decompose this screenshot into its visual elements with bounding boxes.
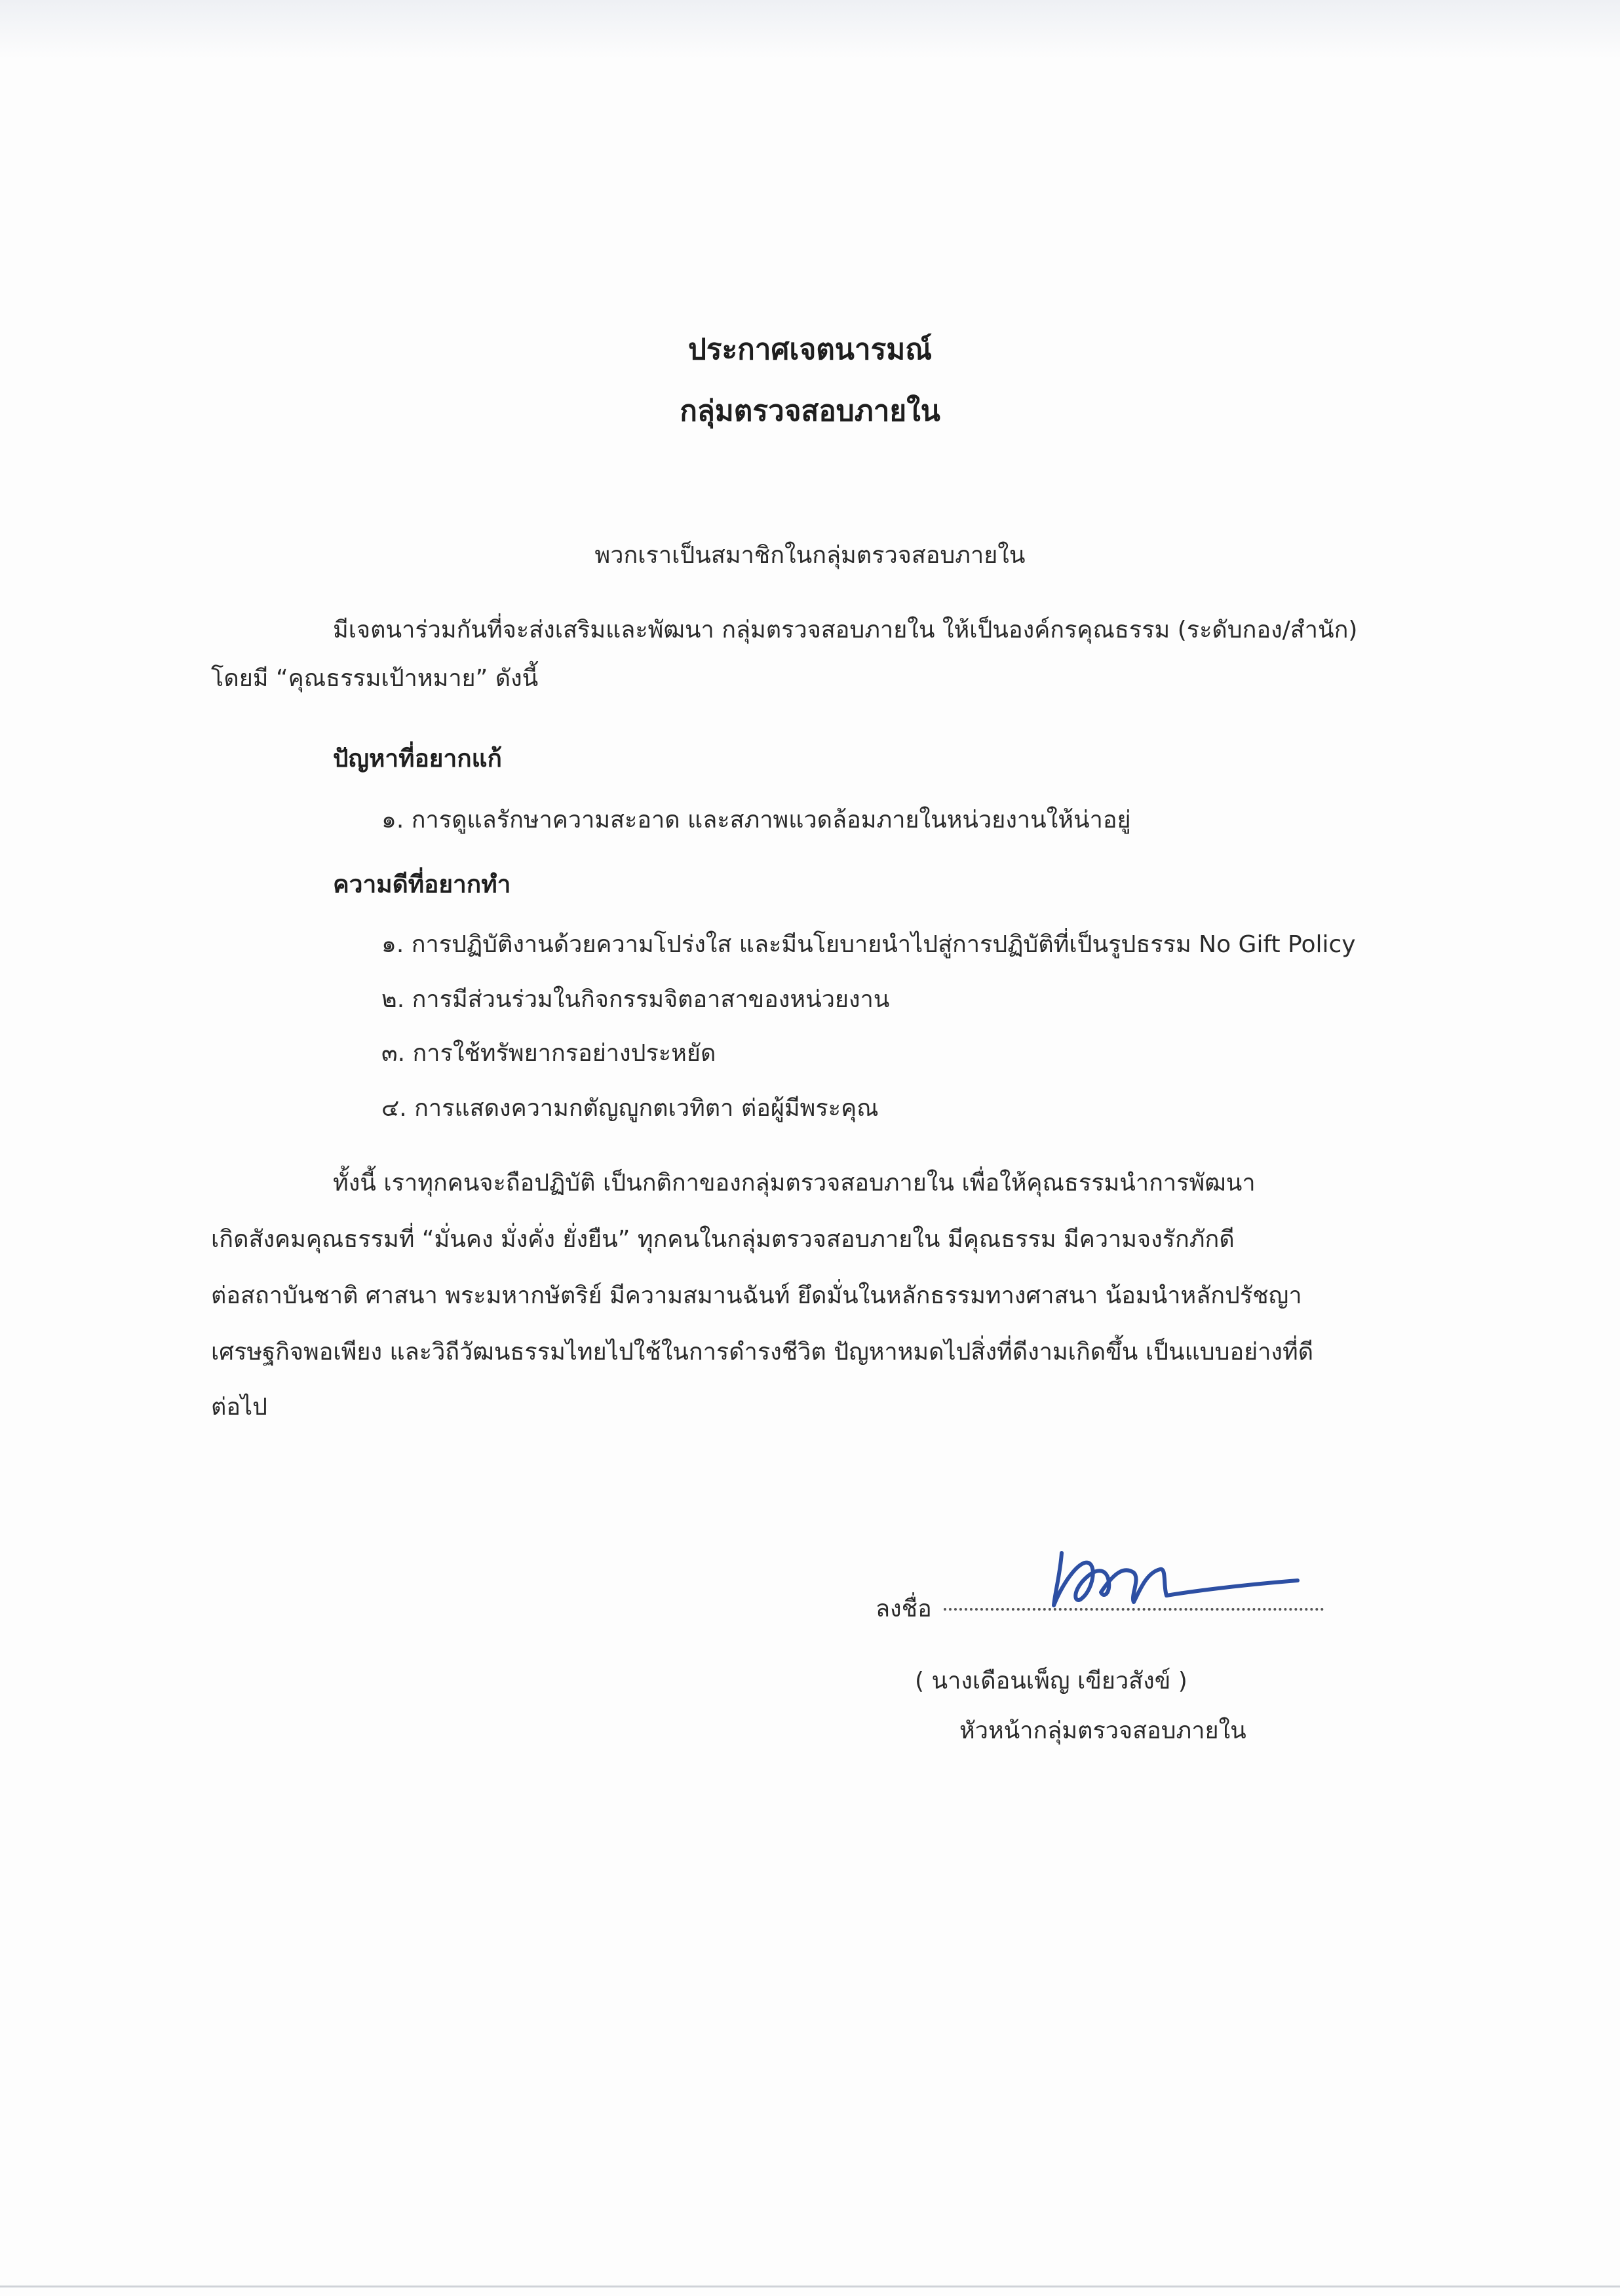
closing-line: เกิดสังคมคุณธรรมที่ “มั่นคง มั่งคั่ง ยั่งยืน” ทุกคนในกลุ่มตรวจสอบภายใน มีคุณธรรม มีความจงรักภักดี [211,1226,1235,1253]
problem-item: ๑. การดูแลรักษาความสะอาด และสภาพแวดล้อมภายในหน่วยงานให้น่าอยู่ [381,807,1131,833]
page-edge-line [0,2286,1620,2287]
closing-line: ต่อไป [211,1394,267,1421]
closing-line: ทั้งนี้ เราทุกคนจะถือปฏิบัติ เป็นกติกาของกลุ่มตรวจสอบภายใน เพื่อให้คุณธรรมนำการพัฒนา [333,1170,1256,1196]
problems-heading: ปัญหาที่อยากแก้ [333,744,502,773]
virtue-item: ๔. การแสดงความกตัญญูกตเวทิตา ต่อผู้มีพระคุณ [381,1095,879,1122]
purpose-line-2: โดยมี “คุณธรรมเป้าหมาย” ดังนี้ [211,665,539,692]
closing-line: เศรษฐกิจพอเพียง และวิถีวัฒนธรรมไทยไปใช้ในการดำรงชีวิต ปัญหาหมดไปสิ่งที่ดีงามเกิดขึ้น เป็นแบบอย่างที่ดี [211,1339,1314,1366]
intro-line: พวกเราเป็นสมาชิกในกลุ่มตรวจสอบภายใน [594,542,1026,569]
signature-label: ลงชื่อ [876,1596,932,1622]
virtue-item: ๒. การมีส่วนร่วมในกิจกรรมจิตอาสาของหน่วยงาน [381,986,890,1013]
page-title: ประกาศเจตนารมณ์ [687,333,933,366]
virtues-heading: ความดีที่อยากทำ [333,870,511,898]
virtue-item: ๑. การปฏิบัติงานด้วยความโปร่งใส และมีนโยบายนำไปสู่การปฏิบัติที่เป็นรูปธรรม No Gift Policy [381,931,1356,958]
signatory-position: หัวหน้ากลุ่มตรวจสอบภายใน [959,1717,1246,1744]
signatory-name: ( นางเดือนเพ็ญ เขียวสังข์ ) [915,1668,1187,1694]
virtue-item: ๓. การใช้ทรัพยากรอย่างประหยัด [381,1040,716,1067]
scan-shading [0,0,1620,59]
closing-line: ต่อสถาบันชาติ ศาสนา พระมหากษัตริย์ มีความสมานฉันท์ ยึดมั่นในหลักธรรมทางศาสนา น้อมนำหลักปรัชญา [211,1282,1302,1309]
purpose-line-1: มีเจตนาร่วมกันที่จะส่งเสริมและพัฒนา กลุ่มตรวจสอบภายใน ให้เป็นองค์กรคุณธรรม (ระดับกอง/สำนัก) [333,617,1358,643]
page-subtitle: กลุ่มตรวจสอบภายใน [680,394,940,428]
handwritten-signature [1035,1527,1311,1618]
